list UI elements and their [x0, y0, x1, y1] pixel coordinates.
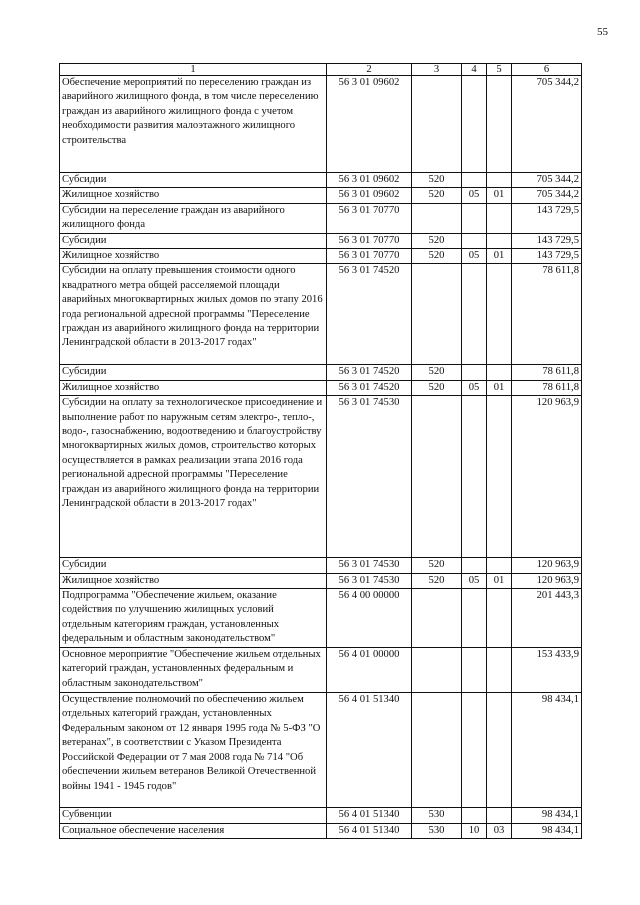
row-expense-type: 520	[412, 365, 462, 380]
row-expense-type: 530	[412, 824, 462, 839]
table-row	[60, 249, 582, 264]
column-header: 6	[512, 64, 582, 76]
row-subsection	[487, 396, 512, 558]
row-name: Субсидии	[60, 365, 327, 380]
row-section	[462, 558, 487, 573]
row-name: Жилищное хозяйство	[60, 573, 327, 588]
row-expense-type: 530	[412, 808, 462, 824]
table-row	[60, 693, 582, 808]
row-subsection	[487, 648, 512, 693]
table-row	[60, 173, 582, 188]
row-expense-type: 520	[412, 558, 462, 573]
table-row	[60, 648, 582, 693]
row-code: 56 3 01 70770	[327, 203, 412, 233]
row-subsection: 01	[487, 573, 512, 588]
row-expense-type: 520	[412, 380, 462, 395]
row-amount: 98 434,1	[512, 808, 582, 824]
row-section	[462, 76, 487, 173]
row-name: Субсидии на переселение граждан из аварийного жилищного фонда	[60, 203, 327, 233]
column-header: 1	[60, 64, 327, 76]
row-amount: 201 443,3	[512, 589, 582, 648]
row-name: Осуществление полномочий по обеспечению жильем отдельных категорий граждан, установленных Федеральным законом от 12 января 1995 года № 5-ФЗ "О ветеранах", в соответствии с Указом Президента Российской Федерации от 7 мая 2008 года № 714 "Об обеспечении жильем ветеранов Великой Отечественной войны 1941 - 1945 годов"	[60, 693, 327, 808]
row-code: 56 3 01 74520	[327, 264, 412, 365]
row-section	[462, 808, 487, 824]
row-subsection	[487, 203, 512, 233]
row-amount: 120 963,9	[512, 573, 582, 588]
column-header: 2	[327, 64, 412, 76]
row-name: Субвенции	[60, 808, 327, 824]
row-subsection	[487, 365, 512, 380]
row-section: 05	[462, 573, 487, 588]
row-code: 56 3 01 74530	[327, 558, 412, 573]
table-row	[60, 233, 582, 248]
budget-table	[59, 63, 582, 839]
row-amount: 143 729,5	[512, 203, 582, 233]
row-expense-type	[412, 396, 462, 558]
row-subsection: 01	[487, 380, 512, 395]
row-amount: 78 611,8	[512, 365, 582, 380]
row-code: 56 3 01 09602	[327, 76, 412, 173]
row-subsection	[487, 558, 512, 573]
row-expense-type: 520	[412, 188, 462, 203]
row-name: Субсидии на оплату за технологическое присоединение и выполнение работ по наружным сетям электро-, тепло-, водо-, газоснабжению, водоотведению и благоустройству многоквартирных жилых домов, строительство которых осуществляется в рамках реализации этапа 2016 года региональной адресной программы "Переселение граждан из аварийного жилищного фонда на территории Ленинградской области в 2013-2017 годах"	[60, 396, 327, 558]
row-expense-type	[412, 648, 462, 693]
row-subsection	[487, 173, 512, 188]
row-code: 56 4 01 51340	[327, 693, 412, 808]
row-subsection	[487, 589, 512, 648]
row-name: Субсидии	[60, 173, 327, 188]
row-section	[462, 693, 487, 808]
row-subsection: 01	[487, 249, 512, 264]
row-name: Субсидии на оплату превышения стоимости одного квадратного метра общей расселяемой площади аварийных многоквартирных жилых домов по этапу 2016 года региональной адресной программы "Переселение граждан из аварийного жилищного фонда на территории Ленинградской области в 2013-2017 годах"	[60, 264, 327, 365]
row-subsection	[487, 76, 512, 173]
row-code: 56 4 01 51340	[327, 808, 412, 824]
row-code: 56 3 01 70770	[327, 249, 412, 264]
column-header: 3	[412, 64, 462, 76]
row-section: 10	[462, 824, 487, 839]
row-subsection	[487, 264, 512, 365]
page-number: 55	[597, 26, 608, 38]
column-header: 5	[487, 64, 512, 76]
row-name: Обеспечение мероприятий по переселению граждан из аварийного жилищного фонда, в том числе переселению граждан из аварийного жилищного фонда с учетом необходимости развития малоэтажного жилищного строительства	[60, 76, 327, 173]
table-row	[60, 573, 582, 588]
row-amount: 153 433,9	[512, 648, 582, 693]
table-row	[60, 808, 582, 824]
row-section: 05	[462, 380, 487, 395]
row-section	[462, 233, 487, 248]
row-section	[462, 203, 487, 233]
row-amount: 98 434,1	[512, 824, 582, 839]
row-expense-type	[412, 589, 462, 648]
row-code: 56 3 01 70770	[327, 233, 412, 248]
row-code: 56 4 01 00000	[327, 648, 412, 693]
table-row	[60, 203, 582, 233]
row-amount: 78 611,8	[512, 380, 582, 395]
row-name: Жилищное хозяйство	[60, 380, 327, 395]
row-section	[462, 173, 487, 188]
row-expense-type	[412, 76, 462, 173]
row-name: Подпрограмма "Обеспечение жильем, оказание содействия по улучшению жилищных условий отдельным категориям граждан, установленных федеральным и областным законодательством"	[60, 589, 327, 648]
row-amount: 120 963,9	[512, 396, 582, 558]
row-section	[462, 396, 487, 558]
row-subsection	[487, 808, 512, 824]
row-section	[462, 648, 487, 693]
row-code: 56 3 01 74530	[327, 396, 412, 558]
table-row	[60, 396, 582, 558]
row-name: Социальное обеспечение населения	[60, 824, 327, 839]
row-amount: 705 344,2	[512, 188, 582, 203]
row-expense-type: 520	[412, 233, 462, 248]
table-row	[60, 264, 582, 365]
row-expense-type: 520	[412, 249, 462, 264]
row-name: Субсидии	[60, 558, 327, 573]
table-row	[60, 365, 582, 380]
row-amount: 705 344,2	[512, 173, 582, 188]
row-expense-type	[412, 693, 462, 808]
row-subsection	[487, 693, 512, 808]
row-code: 56 4 00 00000	[327, 589, 412, 648]
row-name: Жилищное хозяйство	[60, 249, 327, 264]
row-code: 56 3 01 09602	[327, 188, 412, 203]
row-amount: 78 611,8	[512, 264, 582, 365]
table-row	[60, 589, 582, 648]
row-amount: 120 963,9	[512, 558, 582, 573]
row-code: 56 3 01 09602	[327, 173, 412, 188]
table-row	[60, 76, 582, 173]
row-expense-type	[412, 264, 462, 365]
row-section: 05	[462, 188, 487, 203]
row-amount: 705 344,2	[512, 76, 582, 173]
row-name: Основное мероприятие "Обеспечение жильем отдельных категорий граждан, установленных федеральным и областным законодательством"	[60, 648, 327, 693]
row-name: Жилищное хозяйство	[60, 188, 327, 203]
row-amount: 143 729,5	[512, 249, 582, 264]
table-row	[60, 824, 582, 839]
table-row	[60, 380, 582, 395]
row-code: 56 4 01 51340	[327, 824, 412, 839]
table-row	[60, 188, 582, 203]
row-amount: 143 729,5	[512, 233, 582, 248]
row-section: 05	[462, 249, 487, 264]
row-section	[462, 264, 487, 365]
row-section	[462, 365, 487, 380]
row-code: 56 3 01 74520	[327, 365, 412, 380]
row-expense-type	[412, 203, 462, 233]
row-code: 56 3 01 74530	[327, 573, 412, 588]
row-section	[462, 589, 487, 648]
row-subsection: 03	[487, 824, 512, 839]
table-row	[60, 558, 582, 573]
row-expense-type: 520	[412, 573, 462, 588]
row-code: 56 3 01 74520	[327, 380, 412, 395]
row-expense-type: 520	[412, 173, 462, 188]
header-row	[60, 64, 582, 76]
column-header: 4	[462, 64, 487, 76]
row-subsection	[487, 233, 512, 248]
row-name: Субсидии	[60, 233, 327, 248]
row-subsection: 01	[487, 188, 512, 203]
row-amount: 98 434,1	[512, 693, 582, 808]
